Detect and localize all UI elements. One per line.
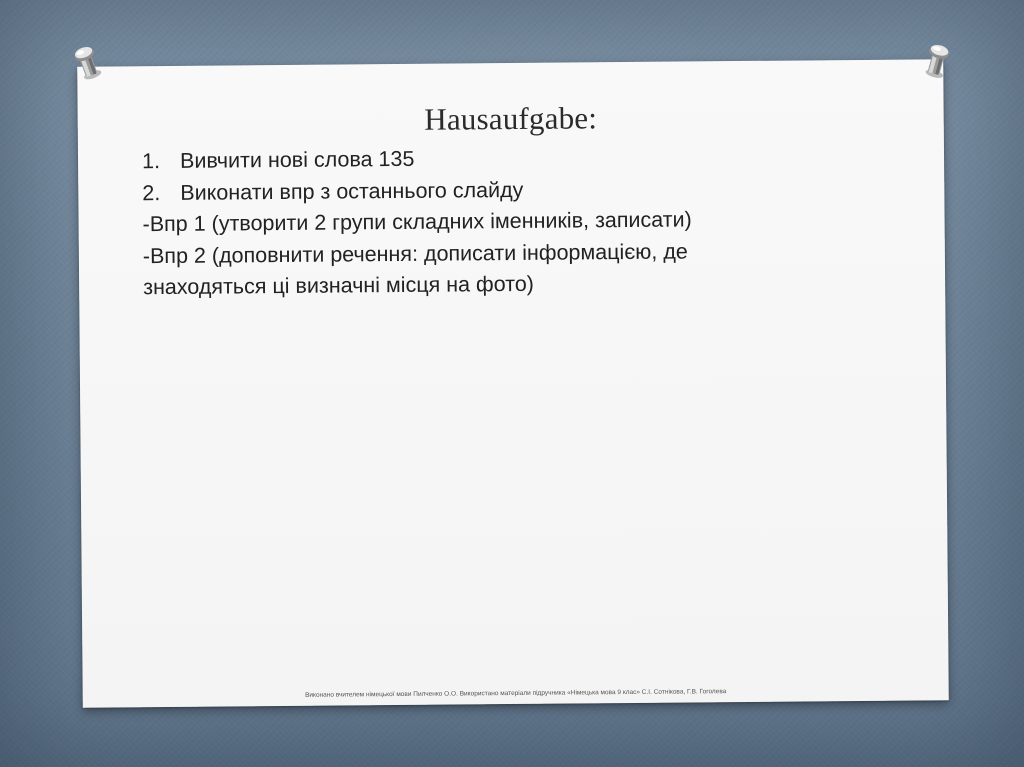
exercise-line-2: -Впр 2 (доповнити речення: дописати інформацією, де (142, 238, 688, 268)
slide-title: Hausaufgabe: (424, 100, 598, 137)
exercise-line-2-continued: знаходяться ці визначні місця на фото) (143, 271, 535, 300)
pushpin-icon (917, 37, 956, 83)
slide-paper (77, 59, 949, 708)
list-item-number: 2. (142, 180, 161, 205)
list-item-text: Виконати впр з останнього слайду (180, 177, 524, 205)
exercise-line-1: -Впр 1 (утворити 2 групи складних іменників, записати) (142, 207, 692, 237)
list-item-text: Вивчити нові слова 135 (179, 146, 415, 173)
slide-body (142, 140, 843, 304)
slide-footer: Виконано вчителем німецької мови Пилченко О.О. Використано матеріали підручника «Німецька мова 9 клас» С.І. Сотнікова, Г.В. Гоголева (305, 688, 727, 699)
list-item-number: 1. (141, 149, 161, 174)
